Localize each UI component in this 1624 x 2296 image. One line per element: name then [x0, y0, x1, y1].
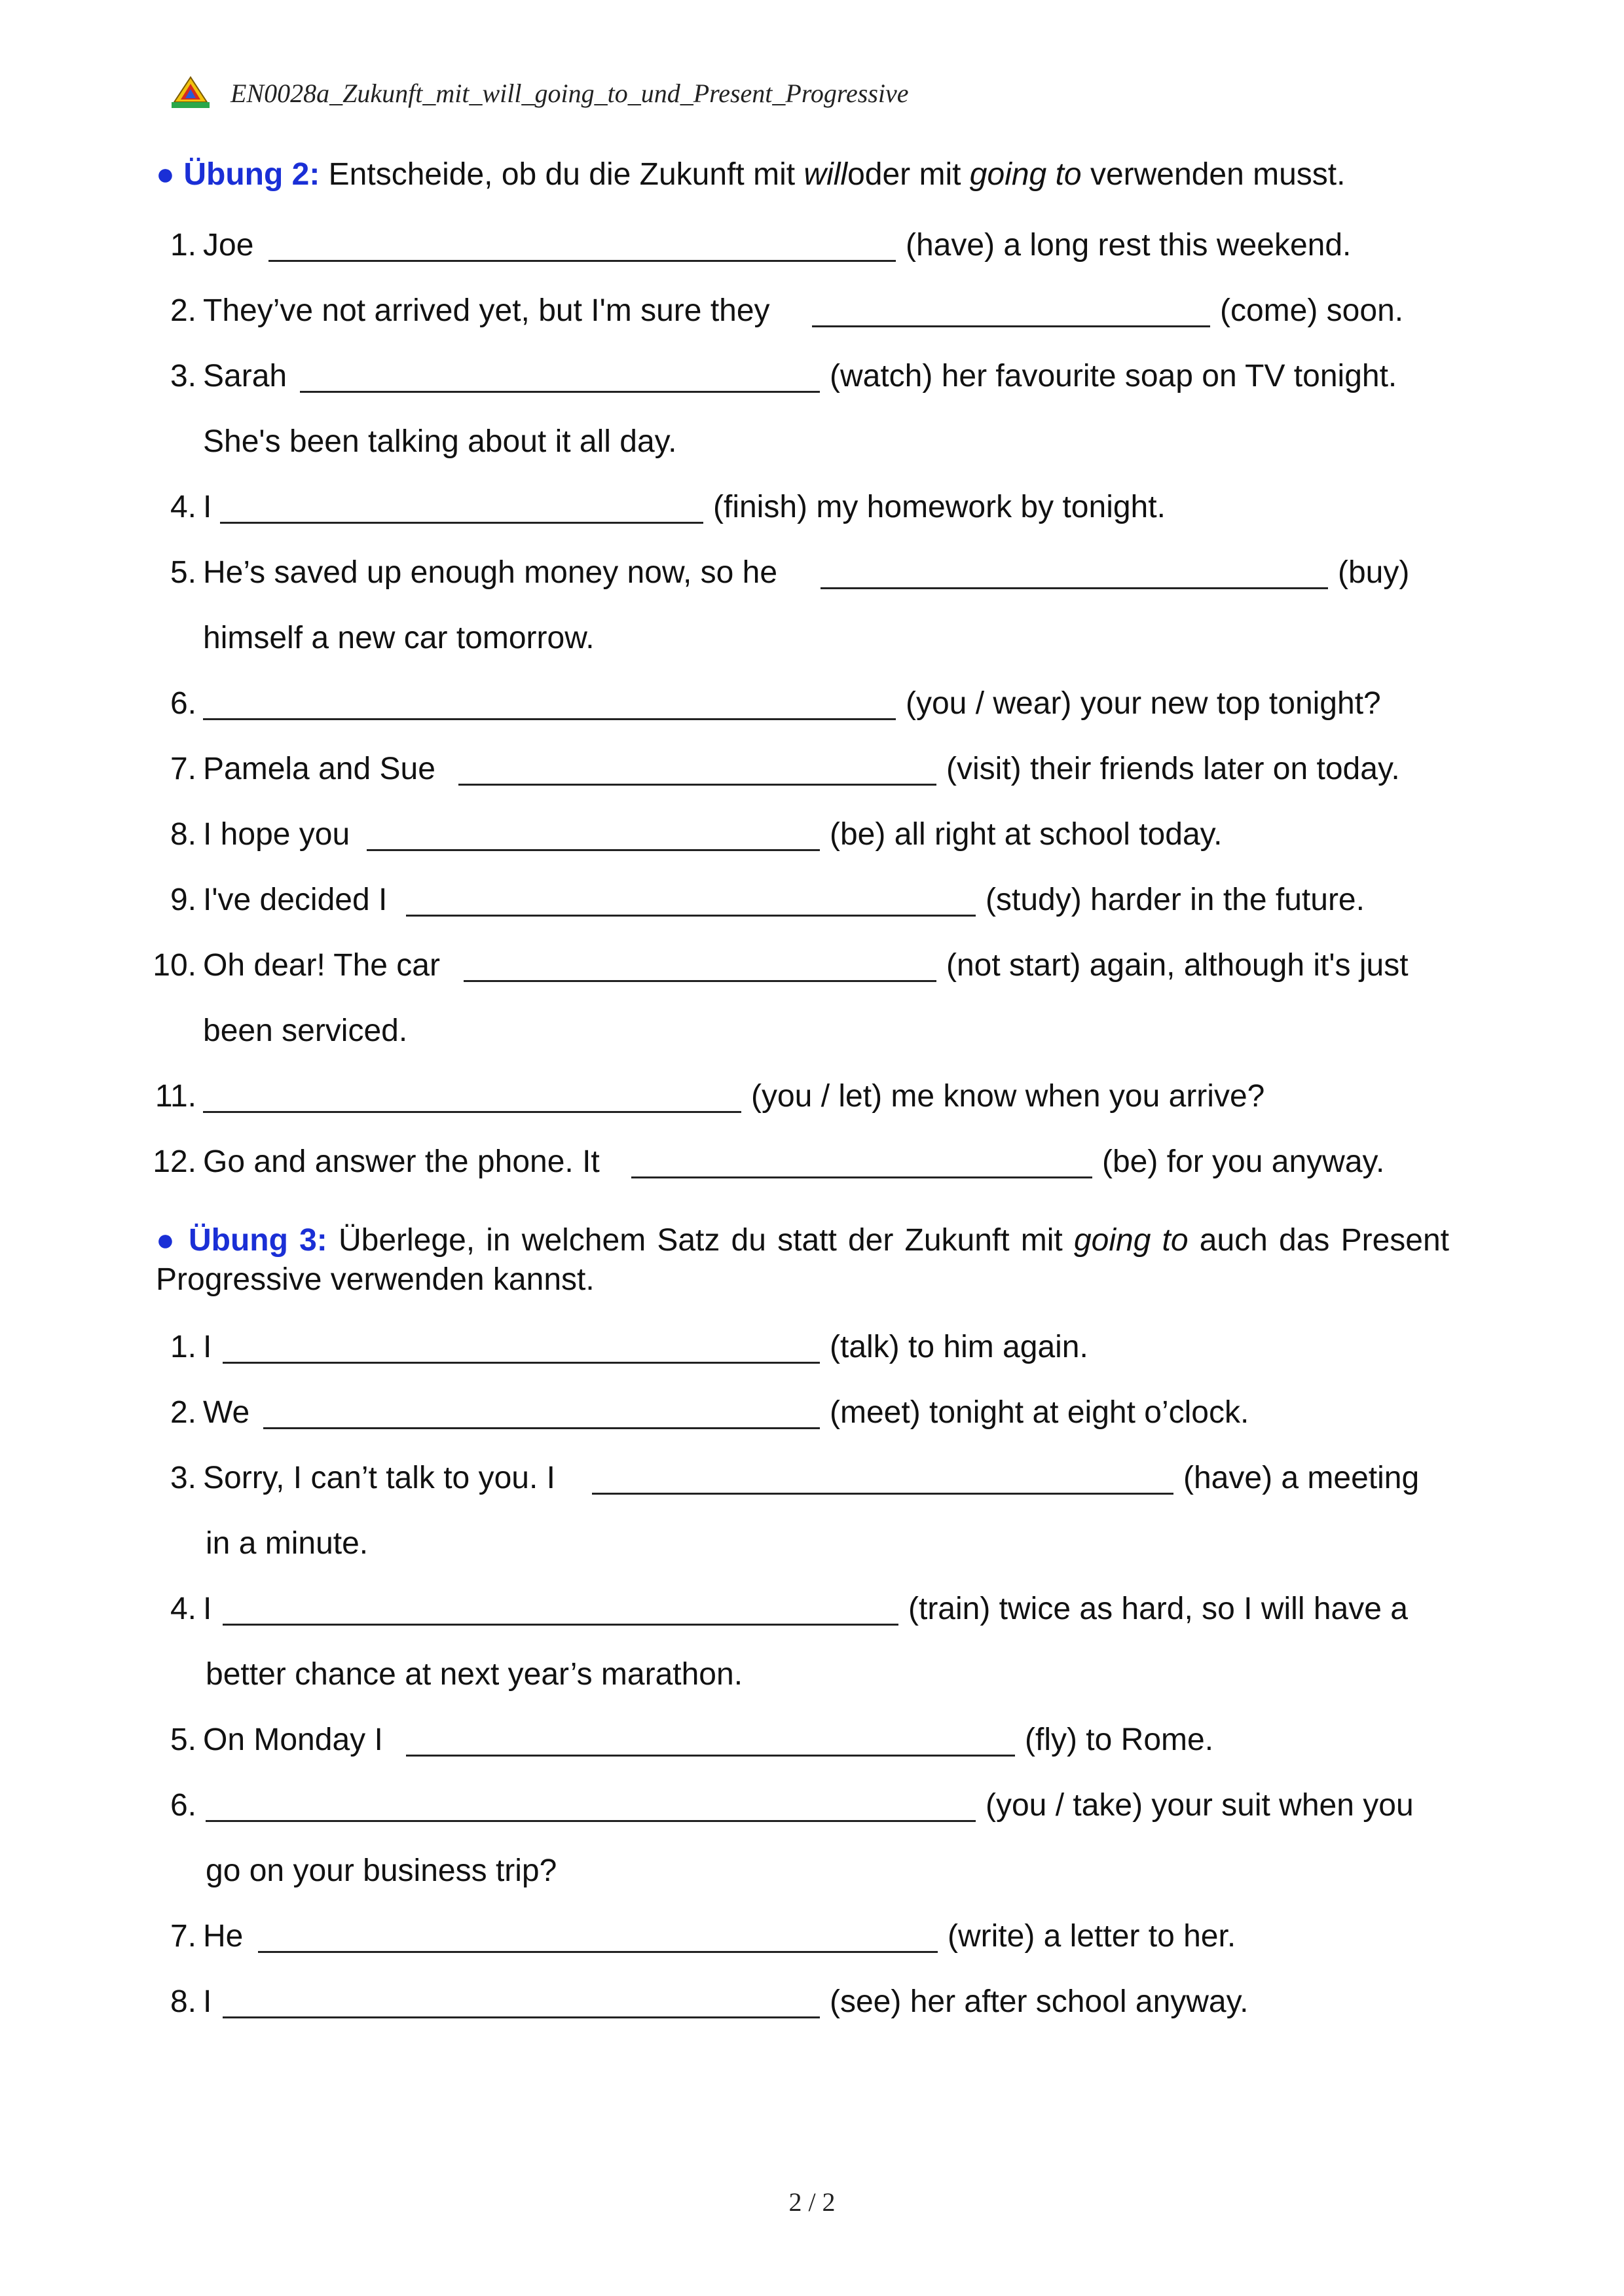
- exercise3-item-6: [0, 1785, 1624, 1827]
- exercise2-item-3-continuation: [0, 421, 1624, 463]
- answer-blank[interactable]: [206, 1820, 976, 1822]
- item-text-before: Joe: [203, 228, 254, 263]
- document-title: EN0028a_Zukunft_mit_will_going_to_und_Present_Progressive: [231, 78, 909, 108]
- item-text-before: I hope you: [203, 817, 350, 852]
- item-number: 9.: [170, 883, 196, 917]
- answer-blank[interactable]: [263, 1427, 820, 1429]
- exercise3-item-4: [0, 1588, 1624, 1630]
- answer-blank[interactable]: [631, 1176, 1092, 1178]
- exercise2-instruction-going: going to: [969, 157, 1082, 192]
- item-text-after: (talk) to him again.: [830, 1330, 1088, 1364]
- item-text-continuation: better chance at next year’s marathon.: [206, 1657, 743, 1692]
- item-number: 5.: [170, 555, 196, 590]
- item-number: 6.: [170, 686, 196, 721]
- exercise2-item-8: [0, 814, 1624, 856]
- item-number: 11.: [155, 1079, 196, 1114]
- item-text-continuation: in a minute.: [206, 1526, 369, 1561]
- item-number: 7.: [170, 1919, 196, 1954]
- exercise2-item-4: [0, 486, 1624, 528]
- exercise3-item-2: [0, 1392, 1624, 1434]
- answer-blank[interactable]: [203, 1111, 741, 1113]
- item-text-before: They’ve not arrived yet, but I'm sure they: [203, 293, 770, 328]
- answer-blank[interactable]: [258, 1951, 938, 1953]
- exercise3-instruction-going: going to: [1073, 1223, 1189, 1258]
- item-text-after: (you / take) your suit when you: [986, 1788, 1414, 1823]
- exercise2-item-9: [0, 879, 1624, 921]
- exercise2-instruction-part1: Entscheide, ob du die Zukunft mit: [328, 157, 796, 192]
- exercise3-item-6-continuation: [0, 1850, 1624, 1892]
- item-text-after: (visit) their friends later on today.: [946, 752, 1400, 786]
- exercise3-item-1: [0, 1326, 1624, 1368]
- exercise2-item-5-continuation: [0, 617, 1624, 659]
- page-number: 2 / 2: [788, 2187, 836, 2217]
- exercise3-instruction-part1: Überlege, in welchem Satz du statt der Zukunft mit: [338, 1223, 1063, 1258]
- exercise2-instruction-will: will: [803, 157, 848, 192]
- exercise2-item-3: [0, 355, 1624, 397]
- page-header: [169, 73, 909, 113]
- answer-blank[interactable]: [223, 1362, 820, 1364]
- answer-blank[interactable]: [300, 391, 820, 393]
- answer-blank[interactable]: [220, 522, 703, 524]
- item-number: 3.: [170, 1461, 196, 1495]
- exercise2-item-1: [0, 225, 1624, 266]
- exercise2-instruction-part2: oder mit: [847, 157, 961, 192]
- answer-blank[interactable]: [406, 915, 976, 917]
- bullet-icon: ●: [156, 1223, 177, 1258]
- item-text-after: (come) soon.: [1220, 293, 1404, 328]
- answer-blank[interactable]: [458, 784, 936, 786]
- item-text-after: (you / let) me know when you arrive?: [751, 1079, 1265, 1114]
- exercise2-instruction-part3: verwenden musst.: [1090, 157, 1346, 192]
- item-text-before: Sorry, I can’t talk to you. I: [203, 1461, 555, 1495]
- exercise2-item-6: [0, 683, 1624, 725]
- item-number: 8.: [170, 1984, 196, 2019]
- item-text-after: (you / wear) your new top tonight?: [906, 686, 1381, 721]
- exercise2-label: Übung 2:: [183, 157, 320, 192]
- exercise2-item-10-continuation: [0, 1010, 1624, 1052]
- exercise3-heading: [156, 1221, 1449, 1300]
- answer-blank[interactable]: [367, 849, 820, 851]
- item-number: 5.: [170, 1722, 196, 1757]
- item-text-after: (finish) my homework by tonight.: [713, 490, 1166, 524]
- item-number: 7.: [170, 752, 196, 786]
- exercise3-item-3-continuation: [0, 1523, 1624, 1565]
- item-text-continuation: go on your business trip?: [206, 1853, 557, 1888]
- item-number: 8.: [170, 817, 196, 852]
- item-number: 10.: [153, 948, 196, 983]
- exercise2-item-10: [0, 945, 1624, 987]
- item-text-continuation: himself a new car tomorrow.: [203, 621, 595, 655]
- exercise2-heading: [156, 155, 1449, 194]
- item-text-before: Oh dear! The car: [203, 948, 440, 983]
- item-text-before: We: [203, 1395, 250, 1430]
- item-text-after: (watch) her favourite soap on TV tonight.: [830, 359, 1397, 393]
- item-text-after: (buy): [1338, 555, 1410, 590]
- item-text-continuation: She's been talking about it all day.: [203, 424, 677, 459]
- item-text-after: (have) a long rest this weekend.: [906, 228, 1352, 263]
- exercise3-instruction-part2: auch das Present Progressive verwenden kannst.: [156, 1223, 1449, 1297]
- answer-blank[interactable]: [812, 325, 1210, 327]
- exercise3-label: Übung 3:: [189, 1223, 327, 1258]
- answer-blank[interactable]: [464, 980, 936, 982]
- item-text-after: (see) her after school anyway.: [830, 1984, 1249, 2019]
- item-text-before: I: [203, 1592, 212, 1626]
- item-number: 2.: [170, 1395, 196, 1430]
- item-number: 1.: [170, 228, 196, 263]
- item-text-after: (study) harder in the future.: [986, 883, 1365, 917]
- exercise2-item-2: [0, 290, 1624, 332]
- answer-blank[interactable]: [223, 2016, 820, 2018]
- item-number: 1.: [170, 1330, 196, 1364]
- item-text-before: I've decided I: [203, 883, 388, 917]
- logo-icon: [169, 76, 212, 110]
- item-text-before: Pamela and Sue: [203, 752, 435, 786]
- answer-blank[interactable]: [203, 718, 896, 720]
- exercise3-item-5: [0, 1719, 1624, 1761]
- answer-blank[interactable]: [406, 1755, 1015, 1757]
- item-text-after: (not start) again, although it's just: [946, 948, 1409, 983]
- item-text-before: I: [203, 1984, 212, 2019]
- item-number: 12.: [153, 1144, 196, 1179]
- item-text-after: (fly) to Rome.: [1025, 1722, 1214, 1757]
- item-text-continuation: been serviced.: [203, 1013, 408, 1048]
- bullet-icon: ●: [156, 157, 175, 192]
- answer-blank[interactable]: [592, 1493, 1173, 1495]
- item-text-before: He’s saved up enough money now, so he: [203, 555, 778, 590]
- exercise3-item-4-continuation: [0, 1654, 1624, 1696]
- item-text-after: (meet) tonight at eight o’clock.: [830, 1395, 1249, 1430]
- item-text-before: Sarah: [203, 359, 287, 393]
- item-text-after: (write) a letter to her.: [948, 1919, 1236, 1954]
- exercise2-item-7: [0, 748, 1624, 790]
- answer-blank[interactable]: [223, 1624, 898, 1626]
- exercise3-item-8: [0, 1981, 1624, 2023]
- item-text-before: I: [203, 1330, 212, 1364]
- exercise2-item-5: [0, 552, 1624, 594]
- item-text-before: Go and answer the phone. It: [203, 1144, 600, 1179]
- item-text-after: (be) all right at school today.: [830, 817, 1223, 852]
- item-number: 4.: [170, 1592, 196, 1626]
- exercise3-item-3: [0, 1457, 1624, 1499]
- exercise2-item-11: [0, 1076, 1624, 1118]
- item-number: 4.: [170, 490, 196, 524]
- item-number: 2.: [170, 293, 196, 328]
- answer-blank[interactable]: [268, 260, 896, 262]
- item-text-before: He: [203, 1919, 244, 1954]
- item-text-after: (be) for you anyway.: [1102, 1144, 1385, 1179]
- exercise2-item-12: [0, 1141, 1624, 1183]
- item-text-before: On Monday I: [203, 1722, 383, 1757]
- exercise3-item-7: [0, 1916, 1624, 1958]
- answer-blank[interactable]: [821, 587, 1328, 589]
- item-text-after: (have) a meeting: [1183, 1461, 1420, 1495]
- item-text-before: I: [203, 490, 212, 524]
- item-number: 3.: [170, 359, 196, 393]
- item-number: 6.: [170, 1788, 196, 1823]
- item-text-after: (train) twice as hard, so I will have a: [908, 1592, 1408, 1626]
